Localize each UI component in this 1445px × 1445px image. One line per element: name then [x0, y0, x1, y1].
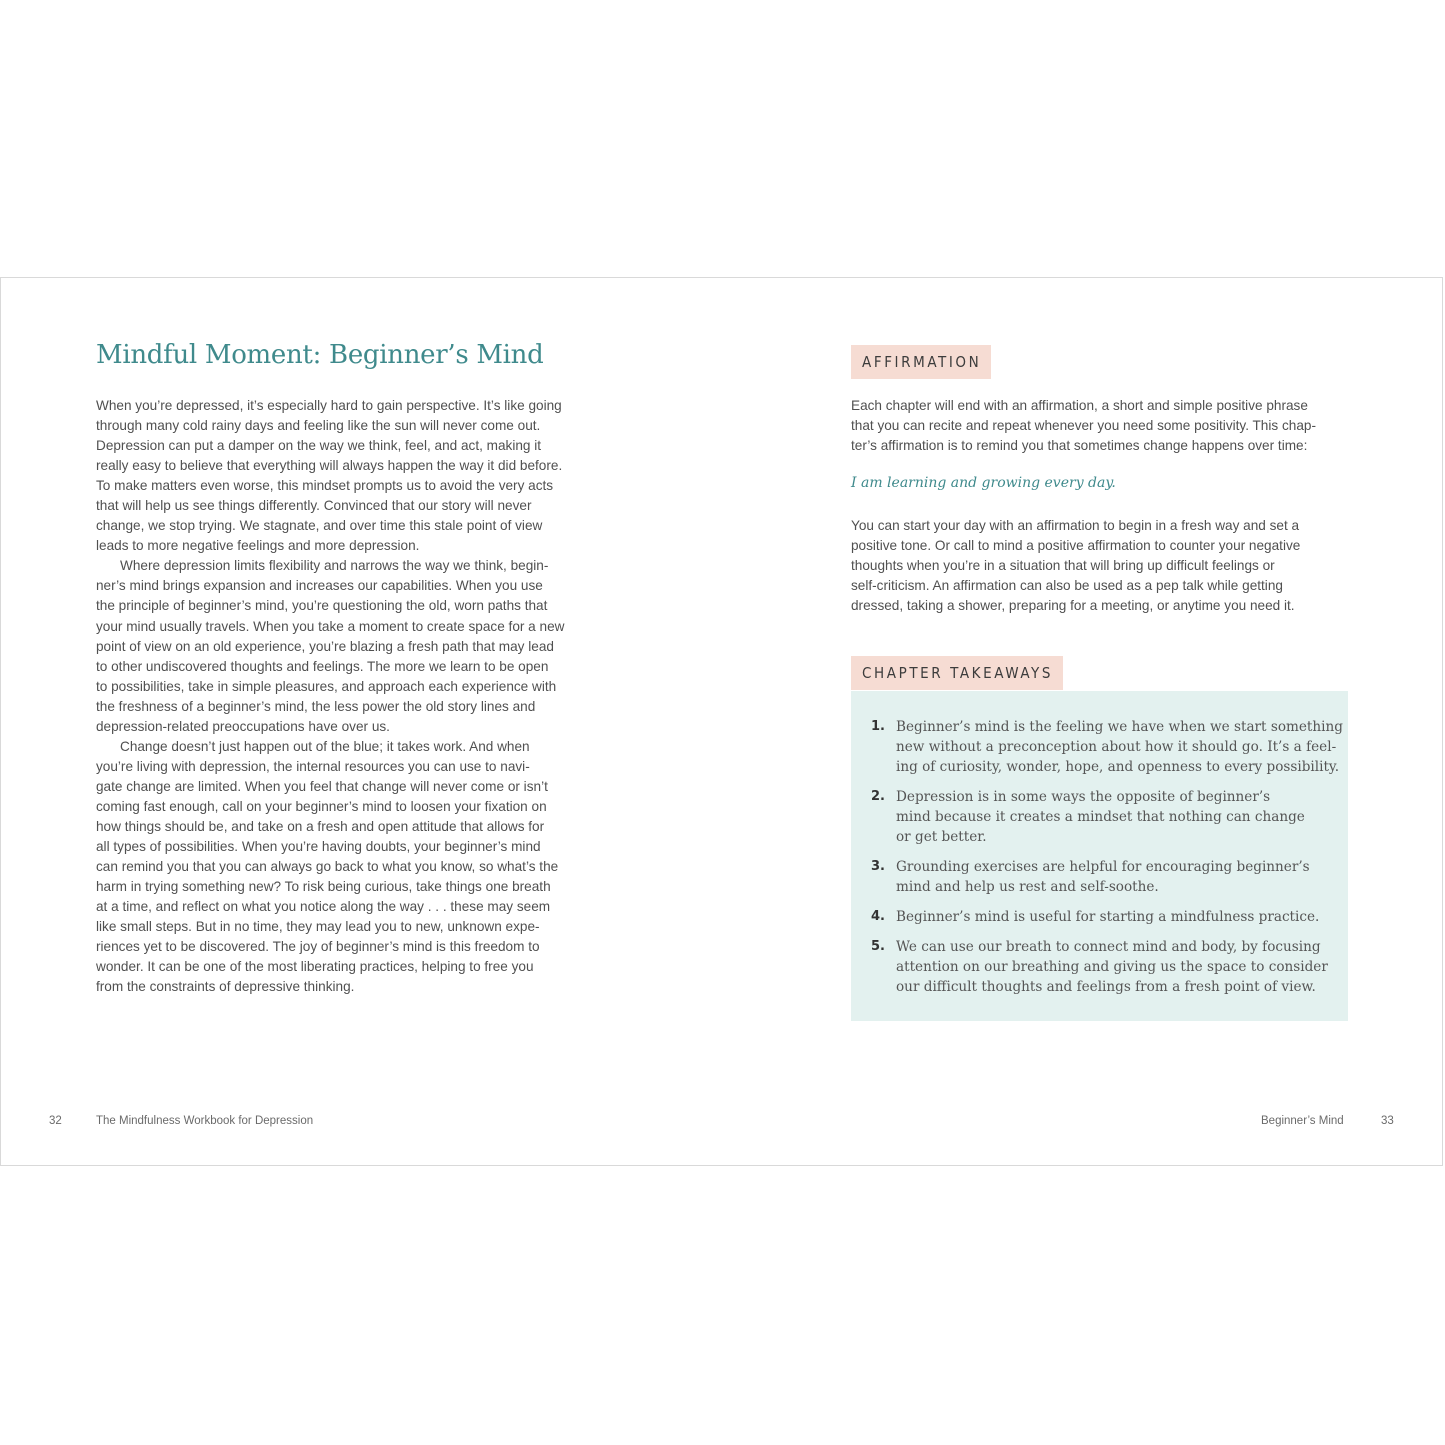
text-line: Beginner’s mind is useful for starting a mindfulness practice.	[896, 909, 1320, 926]
text-line: new without a preconception about how it should go. It’s a feel-	[896, 739, 1337, 756]
text-line: from the constraints of depressive thinking.	[96, 979, 355, 995]
text-line: our difficult thoughts and feelings from a fresh point of view.	[896, 979, 1316, 996]
takeaway-item	[871, 787, 1341, 847]
paragraph-3	[96, 737, 606, 998]
takeaway-item	[871, 907, 1341, 927]
affirmation-label: AFFIRMATION	[851, 345, 991, 379]
text-line: at a time, and reflect on what you notice along the way . . . these may seem	[96, 899, 551, 915]
affirmation-quote: I am learning and growing every day.	[851, 475, 1116, 491]
text-line: gate change are limited. When you feel that change will never come or isn’t	[96, 778, 548, 794]
takeaways-list	[871, 717, 1341, 1007]
text-line: Change doesn’t just happen out of the blue; it takes work. And when	[120, 738, 530, 754]
text-line: Each chapter will end with an affirmation, a short and simple positive phrase	[851, 398, 1308, 413]
takeaway-number: 1.	[871, 719, 885, 734]
affirmation-body	[851, 516, 1361, 616]
text-line: Grounding exercises are helpful for encouraging beginner’s	[896, 859, 1310, 876]
text-line: mind and help us rest and self-soothe.	[896, 879, 1159, 896]
text-line: mind because it creates a mindset that nothing can change	[896, 809, 1305, 826]
text-line: or get better.	[896, 829, 987, 846]
text-line: thoughts when you’re in a situation that will bring up difficult feelings or	[851, 558, 1275, 574]
text-line: Beginner’s mind is the feeling we have when we start something	[896, 719, 1343, 735]
text-line: You can start your day with an affirmation to begin in a fresh way and set a	[851, 518, 1300, 533]
text-line: all types of possibilities. When you’re having doubts, your beginner’s mind	[96, 839, 541, 855]
text-line: the freshness of a beginner’s mind, the less power the old story lines and	[96, 698, 536, 714]
text-line: Depression can put a damper on the way we think, feel, and act, making it	[96, 438, 542, 454]
text-line: riences yet to be discovered. The joy of beginner’s mind is this freedom to	[96, 939, 540, 955]
text-line: dressed, taking a shower, preparing for a meeting, or anytime you need it.	[851, 598, 1295, 614]
text-line: that will help us see things differently. Convinced that our story will never	[96, 498, 532, 514]
takeaway-number: 2.	[871, 789, 885, 805]
takeaway-number: 3.	[871, 859, 885, 875]
text-line: change, we stop trying. We stagnate, and over time this stale point of view	[96, 518, 543, 534]
text-line: coming fast enough, call on your beginner’s mind to loosen your fixation on	[96, 798, 547, 814]
text-line: how things should be, and take on a fresh and open attitude that allows for	[96, 818, 545, 834]
text-line: leads to more negative feelings and more depression.	[96, 538, 420, 554]
takeaway-number: 4.	[871, 909, 885, 925]
text-line: can remind you that you can always go back to what you know, so what’s the	[96, 859, 559, 875]
text-line: harm in trying something new? To risk being curious, take things one breath	[96, 879, 551, 895]
text-line: your mind usually travels. When you take a moment to create space for a new	[96, 618, 565, 634]
running-footer-right: Beginner’s Mind	[1261, 1115, 1344, 1127]
text-line: Depression is in some ways the opposite of beginner’s	[896, 789, 1271, 806]
text-line: attention on our breathing and giving us the space to consider	[896, 959, 1328, 976]
takeaway-item	[871, 857, 1341, 897]
affirmation-intro	[851, 396, 1361, 456]
text-line: the principle of beginner’s mind, you’re questioning the old, worn paths that	[96, 598, 548, 614]
body-text	[96, 396, 606, 997]
text-line: point of view on an old experience, you’re blazing a fresh path that may lead	[96, 638, 554, 654]
page-number-left: 32	[49, 1115, 62, 1127]
text-line: that you can recite and repeat whenever you need some positivity. This chap-	[851, 418, 1316, 434]
text-line: We can use our breath to connect mind and body, by focusing	[896, 938, 1321, 955]
text-line: wonder. It can be one of the most liberating practices, helping to free you	[96, 959, 534, 975]
text-line: through many cold rainy days and feeling like the sun will never come out.	[96, 418, 541, 434]
paragraph-2	[96, 556, 606, 736]
text-line: you’re living with depression, the internal resources you can use to navi-	[96, 758, 530, 774]
text-line: ter’s affirmation is to remind you that sometimes change happens over time:	[851, 438, 1308, 454]
chapter-takeaways-label: CHAPTER TAKEAWAYS	[851, 656, 1063, 690]
page-number-right: 33	[1381, 1115, 1394, 1127]
text-line: like small steps. But in no time, they may lead you to new, unknown expe-	[96, 919, 540, 935]
text-line: really easy to believe that everything will always happen the way it did before.	[96, 458, 563, 474]
page-title: Mindful Moment: Beginner’s Mind	[96, 340, 544, 370]
takeaway-number: 5.	[871, 938, 885, 954]
text-line: To make matters even worse, this mindset prompts us to avoid the very acts	[96, 478, 554, 494]
running-footer-left: The Mindfulness Workbook for Depression	[96, 1115, 314, 1127]
takeaway-item	[871, 937, 1341, 997]
text-line: self-criticism. An affirmation can also be used as a pep talk while getting	[851, 578, 1283, 594]
text-line: to possibilities, take in simple pleasures, and approach each experience with	[96, 678, 557, 694]
takeaway-item	[871, 717, 1341, 777]
text-line: ing of curiosity, wonder, hope, and openness to every possibility.	[896, 759, 1340, 776]
text-line: positive tone. Or call to mind a positive affirmation to counter your negative	[851, 538, 1301, 554]
paragraph-1	[96, 396, 606, 556]
text-line: to other undiscovered thoughts and feelings. The more we learn to be open	[96, 658, 549, 674]
text-line: Where depression limits flexibility and narrows the way we think, begin-	[120, 558, 549, 574]
text-line: When you’re depressed, it’s especially hard to gain perspective. It’s like going	[96, 398, 562, 413]
text-line: ner’s mind brings expansion and increases our capabilities. When you use	[96, 578, 543, 594]
text-line: depression-related preoccupations have over us.	[96, 718, 390, 734]
